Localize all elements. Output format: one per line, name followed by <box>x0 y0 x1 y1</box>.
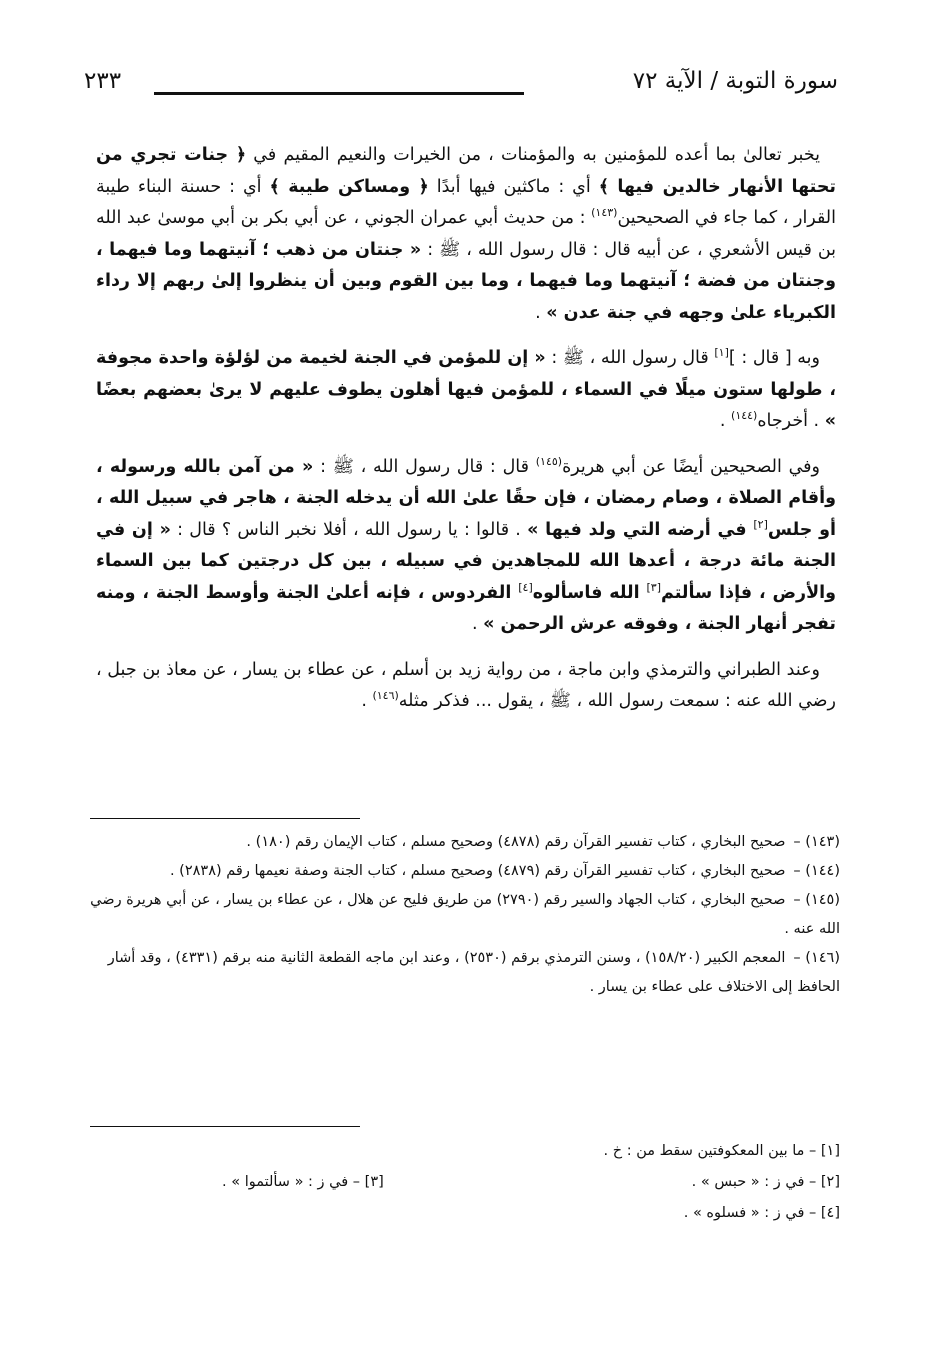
footnote-text: صحيح البخاري ، كتاب تفسير القرآن رقم (٤٨٧٩) وصحيح مسلم ، كتاب الجنة وصفة نعيمها رقم (٢٨٣٨) . <box>169 863 786 879</box>
paragraph-4 <box>96 655 836 718</box>
footnote-ref[interactable]: (١٤٦) <box>372 689 399 703</box>
footnote-ref[interactable]: (١٤٥) <box>535 454 563 468</box>
editor-notes <box>90 1136 840 1236</box>
hadith-quote: الفردوس ، فإنه أعلىٰ الجنة وأوسط الجنة ، ومنه تفجر أنهار الجنة ، وفوقه عرش الرحمن » <box>96 582 836 634</box>
note-ref[interactable]: [٢] <box>753 517 768 531</box>
note-2: [٢] – في ز : « حبس » . <box>691 1174 840 1190</box>
quran-quote: ﴿ جنات تجري من تحتها الأنهار خالدين فيها ﴾ <box>96 145 836 197</box>
text: . <box>471 614 484 634</box>
footnote-text: صحيح البخاري ، كتاب الجهاد والسير رقم (٢٧٩٠) من طريق فليح عن هلال ، عن عطاء بن يسار ، عن أبي هريرة رضي الله عنه . <box>90 892 840 937</box>
text: : من حديث أبي عمران الجوني ، عن أبي بكر بن أبي موسىٰ عبد الله بن قيس الأشعري ، عن أبيه قال : قال رسول الله ، ﷺ : <box>96 208 837 260</box>
footnote-text: المعجم الكبير (١٥٨/٢٠) ، وسنن الترمذي برقم (٢٥٣٠) ، وعند ابن ماجه القطعة الثانية منه برقم (٤٣٣١) ، وقد أشار الحافظ إلى الاختلاف على عطاء بن يسار . <box>107 950 840 995</box>
text: . <box>535 302 547 323</box>
hadith-quote: « جنتان من ذهب ؛ آنيتهما وما فيهما ، وجنتان من فضة ؛ آنيتهما وما فيهما ، وما بين القوم وبين أن ينظروا إلىٰ ربهم إلا رداء الكبرياء علىٰ وجهه في جنة عدن » <box>96 239 836 323</box>
note-ref[interactable]: [١] <box>714 346 729 360</box>
footnote-143 <box>90 828 840 857</box>
text: . <box>719 411 732 431</box>
footnote-number: (١٤٦) – <box>793 950 840 966</box>
footnote-number: (١٤٤) – <box>793 863 840 879</box>
hadith-quote: « من آمن بالله ورسوله ، وأقام الصلاة ، وصام رمضان ، فإن حقًا علىٰ الله أن يدخله الجنة ، هاجر في سبيل الله ، أو جلس <box>96 456 837 540</box>
footnote-divider <box>90 818 360 819</box>
page-number: ٢٣٣ <box>84 68 122 94</box>
text: . <box>361 691 373 711</box>
footnote-145 <box>90 886 840 944</box>
paragraph-1 <box>96 140 836 329</box>
text: وبه [ قال : ] <box>728 348 820 368</box>
hadith-quote: الله فاسألوه <box>532 582 647 603</box>
quran-quote: ﴿ ومساكن طيبة ﴾ <box>269 176 429 197</box>
text: أي : ماكثين فيها أبدًا <box>428 176 599 197</box>
note-1: [١] – ما بين المعكوفتين سقط من : خ . <box>603 1143 840 1159</box>
footnote-146 <box>90 944 840 1002</box>
text: وفي الصحيحين أيضًا عن أبي هريرة <box>562 456 820 477</box>
footnote-ref[interactable]: (١٤٣) <box>591 206 618 220</box>
footnote-number: (١٤٥) – <box>793 892 840 908</box>
note-4: [٤] – في ز : « فسلوه » . <box>683 1205 840 1221</box>
hadith-quote: « إن للمؤمن في الجنة لخيمة من لؤلؤة واحدة مجوفة ، طولها ستون ميلًا في السماء ، للمؤمن فيها أهلون يطوف عليهم لا يرىٰ بعضهم بعضًا » <box>96 348 836 431</box>
hadith-quote: « إن في الجنة مائة درجة ، أعدها الله للمجاهدين في سبيله ، بين كل درجتين كما بين السماء والأرض ، فإذا سألتم <box>96 519 836 603</box>
footnote-text: صحيح البخاري ، كتاب تفسير القرآن رقم (٤٨٧٨) وصحيح مسلم ، كتاب الإيمان رقم (١٨٠) . <box>246 834 786 850</box>
notes-divider <box>90 1126 360 1127</box>
paragraph-2 <box>96 343 836 438</box>
footnote-number: (١٤٣) – <box>793 834 840 850</box>
header-rule <box>154 92 524 95</box>
note-3: [٣] – في ز : « سألتموا » . <box>222 1174 384 1190</box>
main-text <box>96 140 836 732</box>
text: . أخرجاه <box>757 411 825 431</box>
hadith-quote: في أرضه التي ولد فيها » <box>527 519 754 540</box>
paragraph-3 <box>96 452 836 641</box>
text: . قالوا : يا رسول الله ، أفلا نخبر الناس ؟ قال : <box>170 519 528 540</box>
text: قال : قال رسول الله ، ﷺ : <box>313 456 536 477</box>
footnotes <box>90 828 840 1002</box>
text: أي : حسنة البناء طيبة القرار ، كما جاء في الصحيحين <box>96 176 837 228</box>
text: يخبر تعالىٰ بما أعده للمؤمنين به والمؤمنات ، من الخيرات والنعيم المقيم في <box>246 145 820 165</box>
text: قال رسول الله ، ﷺ : <box>545 348 715 368</box>
text: وعند الطبراني والترمذي وابن ماجة ، من رواية زيد بن أسلم ، عن عطاء بن يسار ، عن معاذ بن جبل ، رضي الله عنه : سمعت رسول الله ، ﷺ ، يقول ... فذكر مثله <box>96 659 836 711</box>
running-header <box>84 68 838 104</box>
surah-title: سورة التوبة / الآية ٧٢ <box>632 68 838 94</box>
footnote-ref[interactable]: (١٤٤) <box>731 409 758 423</box>
note-ref[interactable]: [٤] <box>518 580 533 594</box>
note-ref[interactable]: [٣] <box>646 580 661 594</box>
footnote-144 <box>90 857 840 886</box>
